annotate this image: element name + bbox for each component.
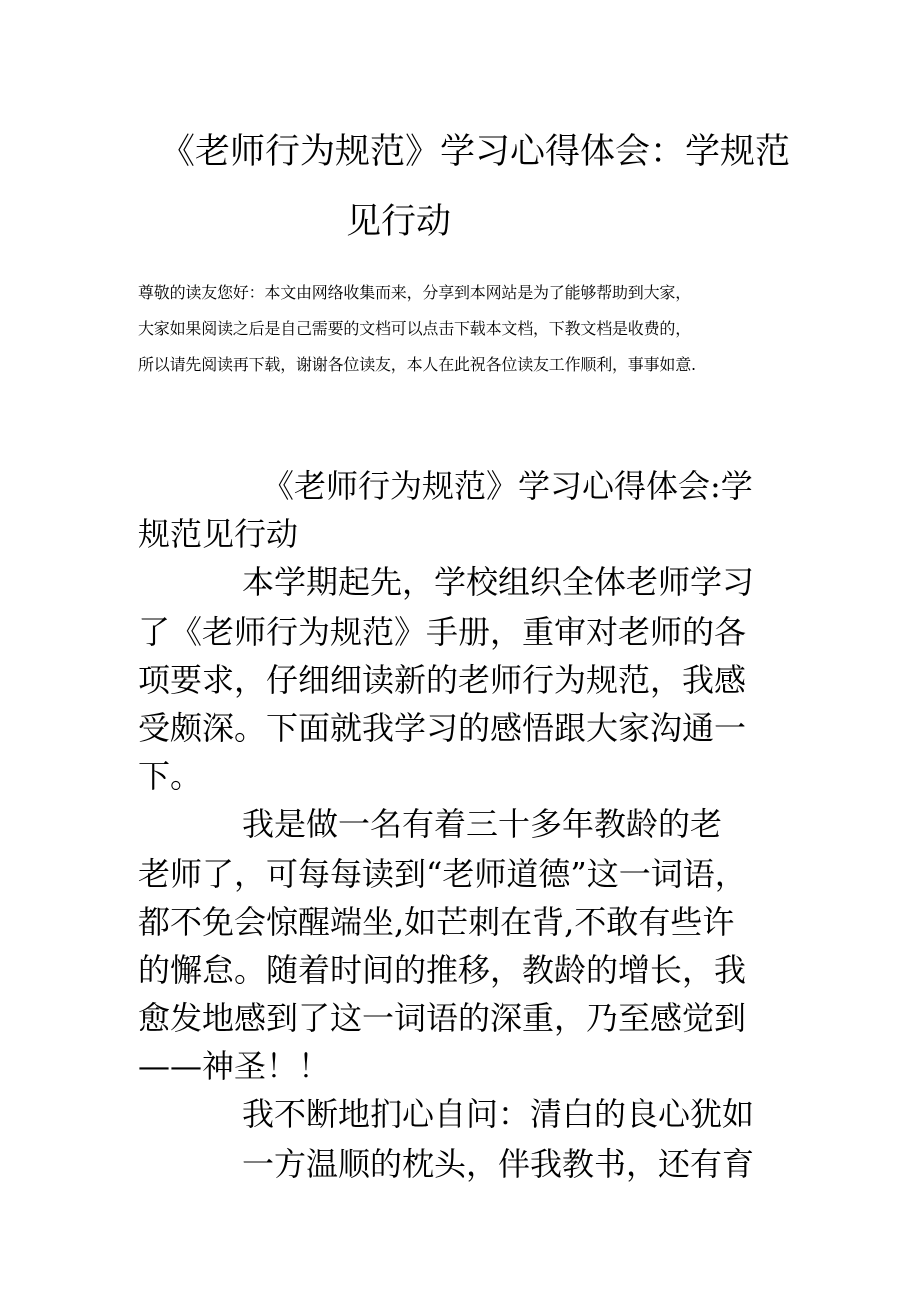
reader-notice-line: 大家如果阅读之后是自己需要的文档可以点击下载本文档，下教文档是收费的， <box>138 319 692 338</box>
document-title-line-1: 《老师行为规范》学习心得体会：学规范 <box>160 132 791 172</box>
paragraph-line: 下。 <box>138 757 203 795</box>
paragraph-line: 老师了，可每每读到“老师道德”这一词语， <box>138 855 747 893</box>
document-title-line-2: 见行动 <box>346 202 452 242</box>
paragraph-line: 一方温顺的枕头，伴我教书，还有育 <box>242 1145 755 1183</box>
reader-notice <box>138 281 798 389</box>
paragraph-line: 我是做一名有着三十多年教龄的老 <box>242 805 723 843</box>
paragraph-line: 受颇深。下面就我学习的感悟跟大家沟通一 <box>138 709 747 747</box>
paragraph-line: 本学期起先，学校组织全体老师学习 <box>242 563 755 601</box>
paragraph-line: 项要求，仔细细读新的老师行为规范，我感 <box>138 661 747 699</box>
paragraph-line: ——神圣！！ <box>138 1047 331 1085</box>
article-heading-line: 《老师行为规范》学习心得体会:学 <box>262 467 753 505</box>
article-heading-line: 规范见行动 <box>138 515 299 553</box>
paragraph-line: 愈发地感到了这一词语的深重，乃至感觉到 <box>138 999 747 1037</box>
paragraph-line: 了《老师行为规范》手册，重审对老师的各 <box>138 613 747 651</box>
reader-notice-line: 尊敬的读友您好：本文由网络收集而来，分享到本网站是为了能够帮助到大家， <box>138 283 692 302</box>
paragraph-line: 我不断地扪心自问：清白的良心犹如 <box>242 1095 755 1133</box>
reader-notice-line: 所以请先阅读再下载，谢谢各位读友，本人在此祝各位读友工作顺利，事事如意. <box>138 355 696 374</box>
paragraph-line: 的懈怠。随着时间的推移，教龄的增长，我 <box>138 951 747 989</box>
paragraph-line: 都不免会惊醒端坐,如芒刺在背,不敢有些许 <box>138 903 735 941</box>
